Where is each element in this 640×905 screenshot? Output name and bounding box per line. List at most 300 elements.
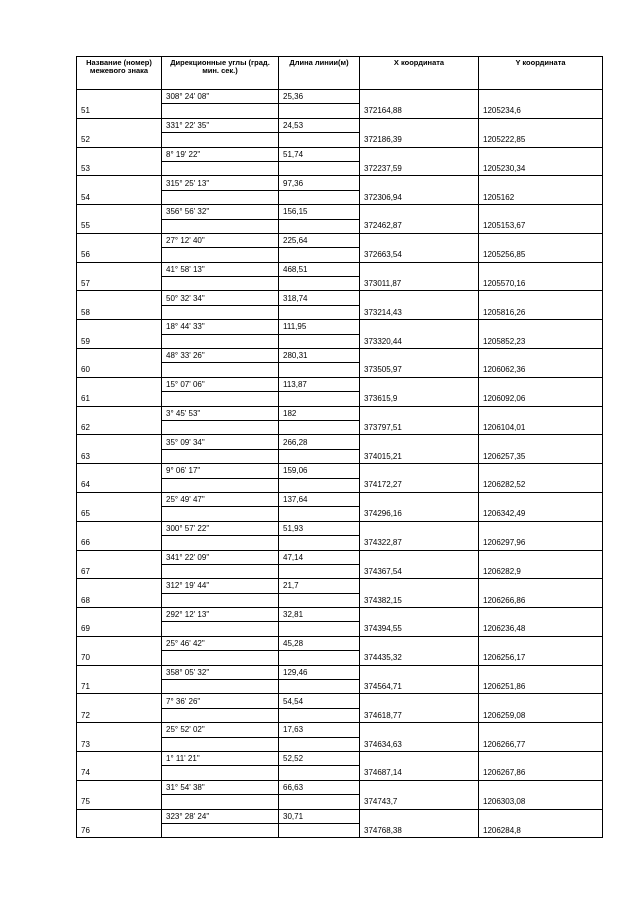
x-coordinate-cell xyxy=(360,492,479,506)
point-row xyxy=(77,219,603,233)
line-length-cell xyxy=(279,823,360,837)
y-coordinate-cell: 1206251,86 xyxy=(479,680,603,694)
x-coordinate-cell: 372462,87 xyxy=(360,219,479,233)
x-coordinate-cell xyxy=(360,521,479,535)
x-coordinate-cell xyxy=(360,406,479,420)
y-coordinate-cell xyxy=(479,435,603,449)
direction-angle-cell xyxy=(162,795,279,809)
line-length-cell xyxy=(279,680,360,694)
direction-angle-cell xyxy=(162,823,279,837)
line-length-cell xyxy=(279,190,360,204)
direction-angle-cell: 3° 45' 53" xyxy=(162,406,279,420)
segment-row xyxy=(77,377,603,391)
segment-row xyxy=(77,521,603,535)
direction-angle-cell: 300° 57' 22" xyxy=(162,521,279,535)
point-name-cell: 53 xyxy=(77,161,162,175)
segment-row xyxy=(77,780,603,794)
y-coordinate-cell: 1206259,08 xyxy=(479,708,603,722)
segment-row xyxy=(77,723,603,737)
y-coordinate-cell xyxy=(479,205,603,219)
segment-row xyxy=(77,636,603,650)
x-coordinate-cell: 374687,14 xyxy=(360,766,479,780)
point-row xyxy=(77,536,603,550)
point-name-cell: 69 xyxy=(77,622,162,636)
direction-angle-cell: 41° 58' 13" xyxy=(162,262,279,276)
y-coordinate-cell: 1206297,96 xyxy=(479,536,603,550)
y-coordinate-cell: 1206062,36 xyxy=(479,363,603,377)
point-row xyxy=(77,680,603,694)
x-coordinate-cell: 374172,27 xyxy=(360,478,479,492)
table-body xyxy=(77,90,603,838)
segment-row xyxy=(77,751,603,765)
line-length-cell: 32,81 xyxy=(279,608,360,622)
segment-row xyxy=(77,349,603,363)
segment-row xyxy=(77,147,603,161)
point-name-cell: 68 xyxy=(77,593,162,607)
point-name-cell: 76 xyxy=(77,823,162,837)
line-length-cell: 318,74 xyxy=(279,291,360,305)
x-coordinate-cell: 374768,38 xyxy=(360,823,479,837)
line-length-cell xyxy=(279,161,360,175)
point-name-cell: 61 xyxy=(77,392,162,406)
direction-angle-cell xyxy=(162,305,279,319)
point-row xyxy=(77,795,603,809)
direction-angle-cell: 25° 52' 02" xyxy=(162,723,279,737)
line-length-cell: 30,71 xyxy=(279,809,360,823)
direction-angle-cell: 8° 19' 22" xyxy=(162,147,279,161)
point-name-cell: 54 xyxy=(77,190,162,204)
point-row xyxy=(77,651,603,665)
direction-angle-cell: 356° 56' 32" xyxy=(162,205,279,219)
direction-angle-cell xyxy=(162,478,279,492)
point-name-cell xyxy=(77,809,162,823)
point-name-cell xyxy=(77,205,162,219)
line-length-cell xyxy=(279,104,360,118)
y-coordinate-cell xyxy=(479,176,603,190)
point-name-cell: 70 xyxy=(77,651,162,665)
direction-angle-cell xyxy=(162,507,279,521)
point-name-cell xyxy=(77,694,162,708)
header-line-length: Длина линии(м) xyxy=(279,57,360,90)
y-coordinate-cell xyxy=(479,723,603,737)
point-row xyxy=(77,823,603,837)
header-direction-angle: Дирекционные углы (град. мин. сек.) xyxy=(162,57,279,90)
point-row xyxy=(77,449,603,463)
direction-angle-cell: 292° 12' 13" xyxy=(162,608,279,622)
y-coordinate-cell: 1206257,35 xyxy=(479,449,603,463)
point-name-cell: 65 xyxy=(77,507,162,521)
line-length-cell xyxy=(279,478,360,492)
direction-angle-cell xyxy=(162,536,279,550)
point-row xyxy=(77,420,603,434)
segment-row xyxy=(77,464,603,478)
direction-angle-cell: 308° 24' 08" xyxy=(162,90,279,104)
x-coordinate-cell xyxy=(360,608,479,622)
direction-angle-cell: 31° 54' 38" xyxy=(162,780,279,794)
y-coordinate-cell: 1206236,48 xyxy=(479,622,603,636)
direction-angle-cell xyxy=(162,651,279,665)
direction-angle-cell xyxy=(162,334,279,348)
y-coordinate-cell xyxy=(479,377,603,391)
y-coordinate-cell: 1206303,08 xyxy=(479,795,603,809)
point-name-cell: 56 xyxy=(77,248,162,262)
direction-angle-cell xyxy=(162,680,279,694)
line-length-cell: 17,63 xyxy=(279,723,360,737)
point-name-cell: 66 xyxy=(77,536,162,550)
y-coordinate-cell: 1205816,26 xyxy=(479,305,603,319)
line-length-cell: 47,14 xyxy=(279,550,360,564)
segment-row xyxy=(77,694,603,708)
direction-angle-cell xyxy=(162,133,279,147)
point-name-cell: 62 xyxy=(77,420,162,434)
y-coordinate-cell xyxy=(479,521,603,535)
segment-row xyxy=(77,406,603,420)
x-coordinate-cell: 373320,44 xyxy=(360,334,479,348)
y-coordinate-cell xyxy=(479,320,603,334)
y-coordinate-cell xyxy=(479,751,603,765)
point-name-cell: 72 xyxy=(77,708,162,722)
segment-row xyxy=(77,665,603,679)
x-coordinate-cell: 374394,55 xyxy=(360,622,479,636)
segment-row xyxy=(77,608,603,622)
point-name-cell: 51 xyxy=(77,104,162,118)
point-name-cell: 63 xyxy=(77,449,162,463)
y-coordinate-cell xyxy=(479,90,603,104)
header-y-coordinate: Y координата xyxy=(479,57,603,90)
y-coordinate-cell xyxy=(479,492,603,506)
line-length-cell xyxy=(279,248,360,262)
y-coordinate-cell: 1205234,6 xyxy=(479,104,603,118)
line-length-cell: 45,28 xyxy=(279,636,360,650)
direction-angle-cell: 312° 19' 44" xyxy=(162,579,279,593)
line-length-cell: 52,52 xyxy=(279,751,360,765)
y-coordinate-cell: 1205852,23 xyxy=(479,334,603,348)
y-coordinate-cell: 1206284,8 xyxy=(479,823,603,837)
direction-angle-cell: 331° 22' 35" xyxy=(162,118,279,132)
x-coordinate-cell xyxy=(360,147,479,161)
x-coordinate-cell: 374564,71 xyxy=(360,680,479,694)
x-coordinate-cell xyxy=(360,751,479,765)
direction-angle-cell xyxy=(162,737,279,751)
point-name-cell: 59 xyxy=(77,334,162,348)
point-row xyxy=(77,478,603,492)
x-coordinate-cell xyxy=(360,262,479,276)
direction-angle-cell: 315° 25' 13" xyxy=(162,176,279,190)
x-coordinate-cell: 374015,21 xyxy=(360,449,479,463)
point-name-cell xyxy=(77,492,162,506)
x-coordinate-cell xyxy=(360,780,479,794)
x-coordinate-cell xyxy=(360,636,479,650)
segment-row xyxy=(77,435,603,449)
direction-angle-cell: 15° 07' 06" xyxy=(162,377,279,391)
line-length-cell xyxy=(279,420,360,434)
point-name-cell: 52 xyxy=(77,133,162,147)
point-name-cell xyxy=(77,406,162,420)
point-name-cell xyxy=(77,608,162,622)
line-length-cell xyxy=(279,392,360,406)
line-length-cell: 137,64 xyxy=(279,492,360,506)
point-name-cell xyxy=(77,90,162,104)
line-length-cell: 266,28 xyxy=(279,435,360,449)
line-length-cell xyxy=(279,277,360,291)
y-coordinate-cell xyxy=(479,464,603,478)
y-coordinate-cell: 1206104,01 xyxy=(479,420,603,434)
x-coordinate-cell xyxy=(360,579,479,593)
y-coordinate-cell: 1206342,49 xyxy=(479,507,603,521)
y-coordinate-cell xyxy=(479,118,603,132)
point-name-cell xyxy=(77,751,162,765)
y-coordinate-cell: 1206282,52 xyxy=(479,478,603,492)
line-length-cell: 25,36 xyxy=(279,90,360,104)
direction-angle-cell xyxy=(162,277,279,291)
point-row xyxy=(77,133,603,147)
direction-angle-cell xyxy=(162,449,279,463)
y-coordinate-cell xyxy=(479,780,603,794)
direction-angle-cell: 18° 44' 33" xyxy=(162,320,279,334)
point-row xyxy=(77,593,603,607)
direction-angle-cell: 35° 09' 34" xyxy=(162,435,279,449)
direction-angle-cell: 25° 46' 42" xyxy=(162,636,279,650)
y-coordinate-cell xyxy=(479,579,603,593)
direction-angle-cell xyxy=(162,766,279,780)
direction-angle-cell xyxy=(162,219,279,233)
line-length-cell xyxy=(279,363,360,377)
x-coordinate-cell: 374382,15 xyxy=(360,593,479,607)
line-length-cell xyxy=(279,219,360,233)
line-length-cell xyxy=(279,449,360,463)
direction-angle-cell: 25° 49' 47" xyxy=(162,492,279,506)
x-coordinate-cell xyxy=(360,723,479,737)
x-coordinate-cell xyxy=(360,550,479,564)
point-row xyxy=(77,737,603,751)
x-coordinate-cell xyxy=(360,205,479,219)
point-name-cell xyxy=(77,262,162,276)
segment-row xyxy=(77,492,603,506)
segment-row xyxy=(77,233,603,247)
x-coordinate-cell xyxy=(360,809,479,823)
direction-angle-cell: 27° 12' 40" xyxy=(162,233,279,247)
segment-row xyxy=(77,205,603,219)
segment-row xyxy=(77,176,603,190)
point-name-cell: 67 xyxy=(77,564,162,578)
y-coordinate-cell: 1206267,86 xyxy=(479,766,603,780)
y-coordinate-cell xyxy=(479,694,603,708)
point-row xyxy=(77,622,603,636)
line-length-cell xyxy=(279,305,360,319)
point-name-cell: 75 xyxy=(77,795,162,809)
line-length-cell: 182 xyxy=(279,406,360,420)
segment-row xyxy=(77,809,603,823)
point-name-cell: 74 xyxy=(77,766,162,780)
line-length-cell: 129,46 xyxy=(279,665,360,679)
line-length-cell: 280,31 xyxy=(279,349,360,363)
line-length-cell: 97,36 xyxy=(279,176,360,190)
line-length-cell xyxy=(279,536,360,550)
line-length-cell: 24,53 xyxy=(279,118,360,132)
point-name-cell: 71 xyxy=(77,680,162,694)
x-coordinate-cell: 372306,94 xyxy=(360,190,479,204)
y-coordinate-cell xyxy=(479,809,603,823)
x-coordinate-cell xyxy=(360,435,479,449)
direction-angle-cell xyxy=(162,190,279,204)
direction-angle-cell: 48° 33' 26" xyxy=(162,349,279,363)
direction-angle-cell: 323° 28' 24" xyxy=(162,809,279,823)
point-row xyxy=(77,190,603,204)
direction-angle-cell xyxy=(162,593,279,607)
point-name-cell xyxy=(77,176,162,190)
direction-angle-cell: 358° 05' 32" xyxy=(162,665,279,679)
line-length-cell: 21,7 xyxy=(279,579,360,593)
x-coordinate-cell xyxy=(360,233,479,247)
point-row xyxy=(77,305,603,319)
x-coordinate-cell: 372186,39 xyxy=(360,133,479,147)
point-row xyxy=(77,277,603,291)
x-coordinate-cell: 373214,43 xyxy=(360,305,479,319)
direction-angle-cell xyxy=(162,392,279,406)
line-length-cell: 51,74 xyxy=(279,147,360,161)
y-coordinate-cell: 1206266,77 xyxy=(479,737,603,751)
line-length-cell: 156,15 xyxy=(279,205,360,219)
line-length-cell xyxy=(279,708,360,722)
point-name-cell xyxy=(77,118,162,132)
point-name-cell xyxy=(77,233,162,247)
y-coordinate-cell xyxy=(479,550,603,564)
x-coordinate-cell: 372663,54 xyxy=(360,248,479,262)
y-coordinate-cell: 1206256,17 xyxy=(479,651,603,665)
y-coordinate-cell: 1205222,85 xyxy=(479,133,603,147)
point-name-cell xyxy=(77,521,162,535)
segment-row xyxy=(77,550,603,564)
direction-angle-cell xyxy=(162,104,279,118)
y-coordinate-cell xyxy=(479,636,603,650)
line-length-cell xyxy=(279,593,360,607)
x-coordinate-cell: 374367,54 xyxy=(360,564,479,578)
y-coordinate-cell xyxy=(479,406,603,420)
line-length-cell: 159,06 xyxy=(279,464,360,478)
y-coordinate-cell xyxy=(479,608,603,622)
x-coordinate-cell xyxy=(360,176,479,190)
point-name-cell: 64 xyxy=(77,478,162,492)
segment-row xyxy=(77,262,603,276)
line-length-cell xyxy=(279,795,360,809)
point-name-cell xyxy=(77,464,162,478)
line-length-cell: 468,51 xyxy=(279,262,360,276)
x-coordinate-cell: 373615,9 xyxy=(360,392,479,406)
y-coordinate-cell xyxy=(479,349,603,363)
line-length-cell xyxy=(279,737,360,751)
point-row xyxy=(77,564,603,578)
table-header-row xyxy=(77,57,603,90)
direction-angle-cell xyxy=(162,622,279,636)
boundary-coordinates-table xyxy=(76,56,603,838)
x-coordinate-cell xyxy=(360,349,479,363)
y-coordinate-cell: 1206092,06 xyxy=(479,392,603,406)
point-name-cell xyxy=(77,147,162,161)
point-row xyxy=(77,363,603,377)
point-name-cell xyxy=(77,320,162,334)
point-row xyxy=(77,392,603,406)
x-coordinate-cell: 373505,97 xyxy=(360,363,479,377)
direction-angle-cell xyxy=(162,161,279,175)
x-coordinate-cell: 373011,87 xyxy=(360,277,479,291)
point-name-cell xyxy=(77,435,162,449)
y-coordinate-cell: 1206266,86 xyxy=(479,593,603,607)
x-coordinate-cell xyxy=(360,118,479,132)
x-coordinate-cell xyxy=(360,291,479,305)
point-name-cell: 73 xyxy=(77,737,162,751)
x-coordinate-cell xyxy=(360,320,479,334)
segment-row xyxy=(77,579,603,593)
direction-angle-cell xyxy=(162,420,279,434)
x-coordinate-cell xyxy=(360,694,479,708)
line-length-cell: 66,63 xyxy=(279,780,360,794)
segment-row xyxy=(77,118,603,132)
header-x-coordinate: X координата xyxy=(360,57,479,90)
line-length-cell: 225,64 xyxy=(279,233,360,247)
x-coordinate-cell: 372237,59 xyxy=(360,161,479,175)
x-coordinate-cell: 374296,16 xyxy=(360,507,479,521)
x-coordinate-cell: 373797,51 xyxy=(360,420,479,434)
line-length-cell xyxy=(279,651,360,665)
direction-angle-cell xyxy=(162,363,279,377)
x-coordinate-cell xyxy=(360,377,479,391)
point-row xyxy=(77,766,603,780)
line-length-cell: 54,54 xyxy=(279,694,360,708)
y-coordinate-cell: 1205153,67 xyxy=(479,219,603,233)
direction-angle-cell xyxy=(162,248,279,262)
direction-angle-cell xyxy=(162,564,279,578)
point-name-cell xyxy=(77,291,162,305)
direction-angle-cell: 341° 22' 09" xyxy=(162,550,279,564)
y-coordinate-cell xyxy=(479,262,603,276)
point-name-cell xyxy=(77,636,162,650)
y-coordinate-cell: 1205162 xyxy=(479,190,603,204)
header-point-name: Название (номер) межевого знака xyxy=(77,57,162,90)
point-name-cell xyxy=(77,665,162,679)
x-coordinate-cell: 374322,87 xyxy=(360,536,479,550)
y-coordinate-cell: 1205570,16 xyxy=(479,277,603,291)
x-coordinate-cell xyxy=(360,665,479,679)
point-name-cell: 60 xyxy=(77,363,162,377)
x-coordinate-cell: 374435,32 xyxy=(360,651,479,665)
y-coordinate-cell: 1205256,85 xyxy=(479,248,603,262)
y-coordinate-cell xyxy=(479,291,603,305)
line-length-cell xyxy=(279,564,360,578)
segment-row xyxy=(77,90,603,104)
y-coordinate-cell: 1205230,34 xyxy=(479,161,603,175)
line-length-cell: 51,93 xyxy=(279,521,360,535)
point-name-cell xyxy=(77,780,162,794)
line-length-cell xyxy=(279,133,360,147)
point-row xyxy=(77,507,603,521)
x-coordinate-cell: 374618,77 xyxy=(360,708,479,722)
line-length-cell xyxy=(279,766,360,780)
x-coordinate-cell xyxy=(360,90,479,104)
direction-angle-cell: 7° 36' 26" xyxy=(162,694,279,708)
direction-angle-cell: 1° 11' 21" xyxy=(162,751,279,765)
x-coordinate-cell: 372164,88 xyxy=(360,104,479,118)
point-row xyxy=(77,248,603,262)
segment-row xyxy=(77,291,603,305)
y-coordinate-cell xyxy=(479,233,603,247)
point-row xyxy=(77,708,603,722)
segment-row xyxy=(77,320,603,334)
point-name-cell xyxy=(77,723,162,737)
y-coordinate-cell xyxy=(479,665,603,679)
direction-angle-cell: 9° 06' 17" xyxy=(162,464,279,478)
point-name-cell xyxy=(77,349,162,363)
point-name-cell: 55 xyxy=(77,219,162,233)
